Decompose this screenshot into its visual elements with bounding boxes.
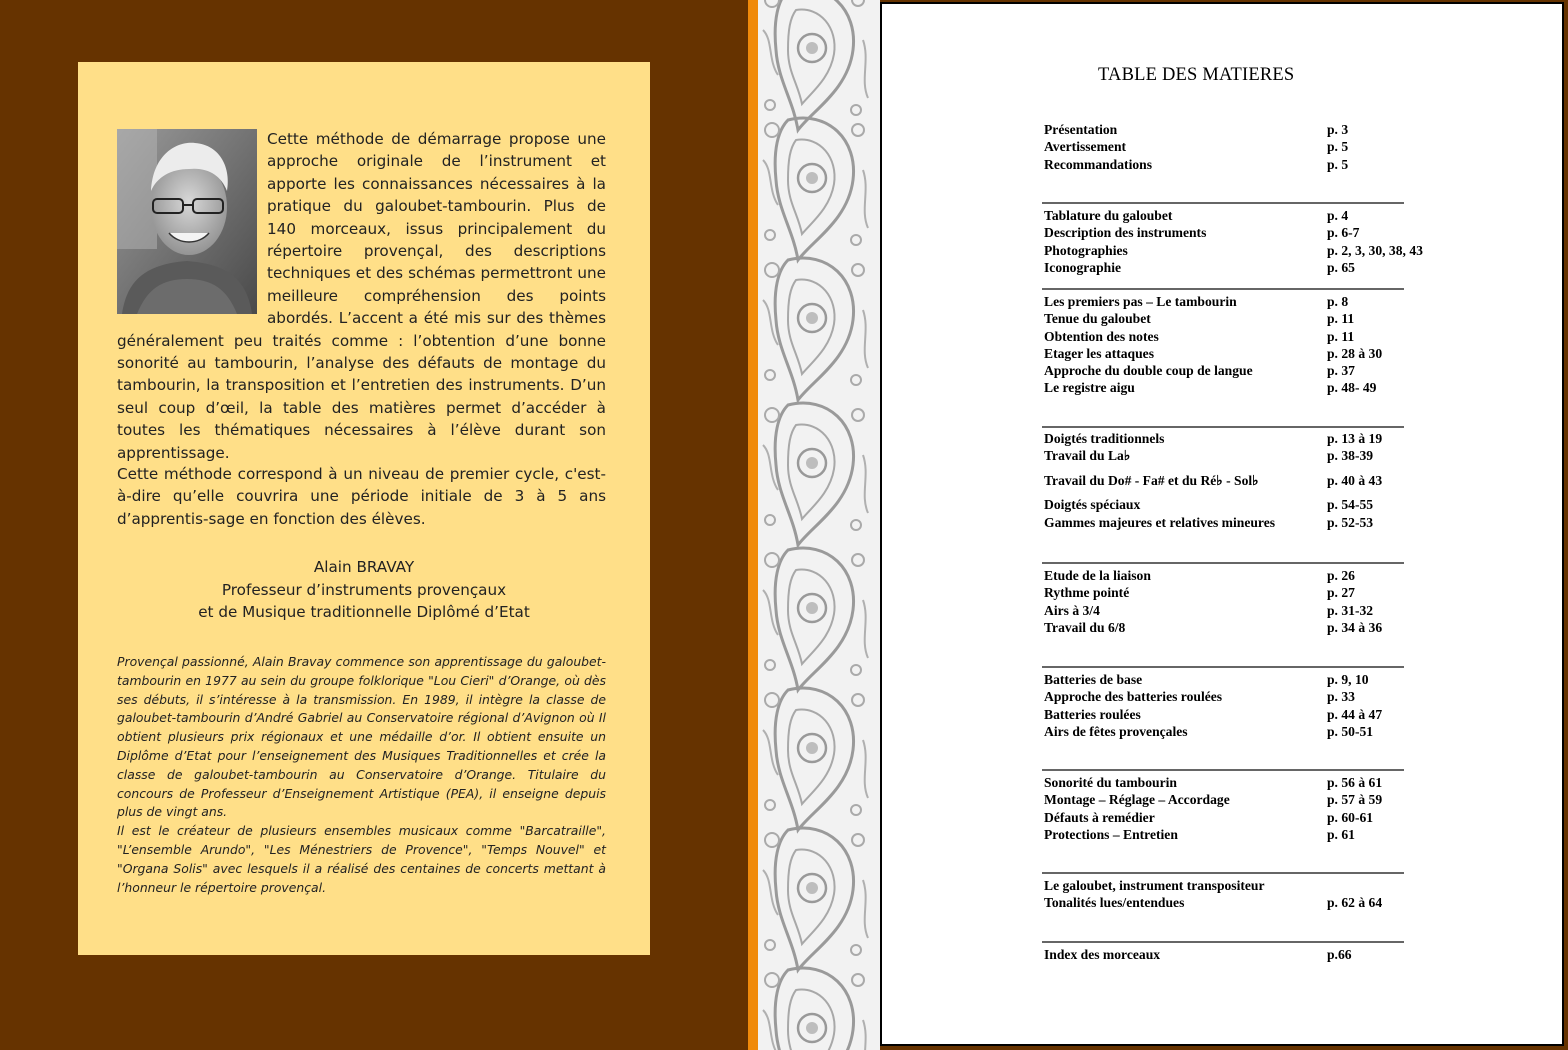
toc-entry (1044, 260, 1404, 277)
toc-section (1044, 431, 1404, 532)
toc-entry-label: Travail du La♭ (1044, 448, 1131, 464)
toc-entry-label: Les premiers pas – Le tambourin (1044, 294, 1237, 309)
orange-divider (748, 0, 758, 1050)
toc-entry-label: Index des morceaux (1044, 947, 1161, 962)
toc-entry (1044, 724, 1404, 741)
toc-section (1044, 947, 1404, 964)
toc-title: TABLE DES MATIERES (1098, 65, 1295, 85)
toc-entry (1044, 294, 1404, 311)
toc-entry (1044, 157, 1404, 174)
toc-entry (1044, 448, 1404, 473)
toc-entry-page: p. 5 (1327, 139, 1349, 155)
toc-entry-label: Batteries de base (1044, 672, 1143, 687)
toc-entry-label: Batteries roulées (1044, 706, 1141, 722)
toc-entry-label: Rythme pointé (1044, 585, 1130, 601)
toc-entry-page: p. 11 (1327, 328, 1355, 344)
toc-separator (1042, 941, 1404, 943)
toc-entry (1044, 827, 1404, 844)
toc-entry-label: Travail du Do# - Fa# et du Ré♭ - Sol♭ (1044, 472, 1259, 488)
toc-entry-page: p. 28 à 30 (1327, 345, 1383, 361)
bio-paragraph-1: Provençal passionné, Alain Bravay commence son apprentissage du galoubet-tambourin en 1977 au sein du groupe folklorique "Lou Cieri" d’Orange, où dès ses débuts, il s’intéresse à la transmission. En 1989, il intègre la classe de galoubet-tambourin d’André Gabriel au Conservatoire régional d’Avignon où Il obtient plusieurs prix régionaux et une médaille d’or. Il obtient ensuite un Diplôme d’Etat pour l’enseignement des Musiques Traditionnelles et crée la classe de galoubet-tambourin au Conservatoire d’Orange. Titulaire du concours de Professeur d’Enseignement Artistique (PEA), il enseigne depuis plus de vingt ans. (117, 654, 606, 820)
toc-entry-page: p. 11 (1327, 311, 1355, 327)
toc-separator (1042, 562, 1404, 564)
toc-entry-label: Protections – Entretien (1044, 826, 1178, 842)
toc-entry (1044, 792, 1404, 809)
back-cover-panel (78, 62, 650, 955)
toc-entry (1044, 363, 1404, 380)
toc-entry-label: Sonorité du tambourin (1044, 775, 1177, 790)
toc-entry (1044, 895, 1404, 912)
toc-entry-page: p. 61 (1327, 826, 1355, 842)
toc-entry-page: p. 6-7 (1327, 225, 1360, 241)
toc-entry (1044, 775, 1404, 792)
toc-entry (1044, 431, 1404, 448)
toc-entry-label: Présentation (1044, 122, 1118, 137)
toc-entry-label: Gammes majeures et relatives mineures (1044, 514, 1276, 530)
toc-entry (1044, 878, 1404, 895)
toc-entry (1044, 707, 1404, 724)
back-cover-background (0, 0, 748, 1050)
toc-entry-label: Défauts à remédier (1044, 809, 1155, 825)
ornament-strip (758, 0, 880, 1050)
author-name: Alain BRAVAY (313, 558, 415, 576)
toc-entry-label: Etude de la liaison (1044, 568, 1151, 583)
toc-separator (1042, 288, 1404, 290)
toc-entry-page: p. 4 (1327, 208, 1349, 223)
toc-entry-page: p. 2, 3, 30, 38, 43 (1327, 242, 1423, 258)
toc-entry-label: Obtention des notes (1044, 328, 1159, 344)
toc-entry-label: Avertissement (1044, 139, 1127, 155)
toc-entry (1044, 208, 1404, 225)
toc-entry (1044, 225, 1404, 242)
toc-entry-page: p. 52-53 (1327, 514, 1374, 530)
toc-entry (1044, 346, 1404, 363)
toc-entry-page: p.66 (1327, 947, 1352, 962)
toc-entry-page: p. 38-39 (1327, 448, 1374, 464)
toc-entry-label: Recommandations (1044, 156, 1152, 172)
author-signature (78, 556, 650, 624)
author-title-line-1: Professeur d’instruments provençaux (221, 580, 507, 599)
paisley-ornament-icon (758, 0, 880, 1050)
toc-separator (1042, 426, 1404, 428)
toc-entry-page: p. 27 (1327, 585, 1355, 601)
toc-section (1044, 294, 1404, 398)
toc-entry-page: p. 34 à 36 (1327, 619, 1383, 635)
author-title-line-2: et de Musique traditionnelle Diplômé d’Etat (198, 603, 530, 622)
toc-entry-label: Tablature du galoubet (1044, 208, 1173, 223)
toc-entry (1044, 810, 1404, 827)
toc-entry-page: p. 48- 49 (1327, 380, 1377, 396)
toc-section (1044, 122, 1404, 174)
toc-entry-page: p. 9, 10 (1327, 672, 1369, 687)
toc-entry-page: p. 54-55 (1327, 497, 1374, 513)
toc-entry-label: Travail du 6/8 (1044, 619, 1126, 635)
toc-entry-label: Montage – Réglage – Accordage (1044, 792, 1230, 808)
toc-entry-page: p. 62 à 64 (1327, 895, 1383, 911)
toc-entry-label: Photographies (1044, 242, 1128, 258)
toc-entry-label: Doigtés spéciaux (1044, 497, 1141, 513)
toc-entry-page: p. 40 à 43 (1327, 472, 1383, 488)
toc-entry-page: p. 44 à 47 (1327, 706, 1383, 722)
toc-entry (1044, 122, 1404, 139)
toc-entry-page: p. 37 (1327, 363, 1355, 379)
toc-section (1044, 208, 1423, 277)
toc-entry-page: p. 26 (1327, 568, 1355, 583)
toc-entry (1044, 242, 1423, 260)
toc-entry (1044, 689, 1404, 706)
toc-entry-page: p. 57 à 59 (1327, 792, 1383, 808)
toc-entry-page: p. 60-61 (1327, 809, 1374, 825)
toc-entry-label: Tonalités lues/entendues (1044, 895, 1185, 911)
toc-entry (1044, 947, 1404, 964)
toc-entry-label: Airs à 3/4 (1044, 602, 1100, 618)
toc-separator (1042, 666, 1404, 668)
toc-entry (1044, 620, 1404, 637)
toc-entry (1044, 672, 1404, 689)
toc-entry-page: p. 33 (1327, 689, 1355, 705)
toc-entry-label: Iconographie (1044, 259, 1122, 275)
bio-paragraph-2: Il est le créateur de plusieurs ensembles musicaux comme "Barcatraille", "L’ensemble Arundo", "Les Ménestriers de Provence", "Temps Nouvel" et "Organa Solis" avec lesquels il a réalisé des centaines de concerts mettant à l’honneur le répertoire provençal. (117, 823, 606, 895)
toc-section (1044, 878, 1404, 913)
toc-separator (1042, 769, 1404, 771)
toc-entry-page: p. 5 (1327, 156, 1349, 172)
toc-entry (1044, 473, 1404, 498)
toc-entry (1044, 139, 1404, 156)
toc-entry (1044, 497, 1404, 514)
toc-entry-page: p. 50-51 (1327, 723, 1374, 739)
toc-entry-label: Approche du double coup de langue (1044, 363, 1253, 379)
toc-separator (1042, 202, 1404, 204)
toc-section (1044, 672, 1404, 741)
toc-entry-label: Le registre aigu (1044, 380, 1135, 396)
toc-entry (1044, 380, 1404, 397)
level-paragraph: Cette méthode correspond à un niveau de premier cycle, c'est-à-dire qu’elle couvrira une période initiale de 3 à 5 ans d’apprentis-sage en fonction des élèves. (117, 465, 606, 528)
toc-entry-label: Doigtés traditionnels (1044, 431, 1165, 446)
toc-entry-label: Description des instruments (1044, 225, 1207, 241)
toc-separator (1042, 872, 1404, 874)
intro-text: Cette méthode de démarrage propose une approche originale de l’instrument et apporte les connaissances nécessaires à la pratique du galoubet-tambourin. Plus de 140 morceaux, issus principalement du répertoire provençal, des descriptions techniques et des schémas permettront une meilleure compréhension des points abordés. L’accent a été mis sur des thèmes généralement peu traités comme : l’obtention d’une bonne sonorité au tambourin, l’analyse des défauts de montage du tambourin, la transposition et l’entretien des instruments. D’un seul coup d’œil, la table des matières permet d’accéder à toutes les thématiques nécessaires à l’élève durant son apprentissage. (117, 130, 606, 462)
toc-entry (1044, 329, 1404, 346)
author-biography (117, 653, 606, 897)
toc-entry-label: Le galoubet, instrument transpositeur (1044, 878, 1265, 893)
toc-entry-label: Approche des batteries roulées (1044, 689, 1223, 705)
toc-entry-page: p. 13 à 19 (1327, 431, 1383, 446)
table-of-contents-page (880, 2, 1564, 1046)
toc-section (1044, 568, 1404, 637)
toc-entry (1044, 603, 1404, 620)
toc-section (1044, 775, 1404, 844)
toc-entry-page: p. 65 (1327, 259, 1355, 275)
toc-entry-label: Etager les attaques (1044, 345, 1154, 361)
toc-entry-page: p. 3 (1327, 122, 1349, 137)
toc-entry (1044, 585, 1404, 602)
portrait-space (117, 128, 267, 326)
toc-entry (1044, 311, 1404, 328)
toc-entry-label: Airs de fêtes provençales (1044, 723, 1188, 739)
toc-entry (1044, 515, 1404, 532)
toc-entry-page: p. 56 à 61 (1327, 775, 1383, 790)
toc-entry-page: p. 8 (1327, 294, 1349, 309)
toc-entry-page: p. 31-32 (1327, 602, 1374, 618)
intro-paragraph (117, 128, 606, 464)
toc-entry (1044, 568, 1404, 585)
toc-entry-label: Tenue du galoubet (1044, 311, 1151, 327)
